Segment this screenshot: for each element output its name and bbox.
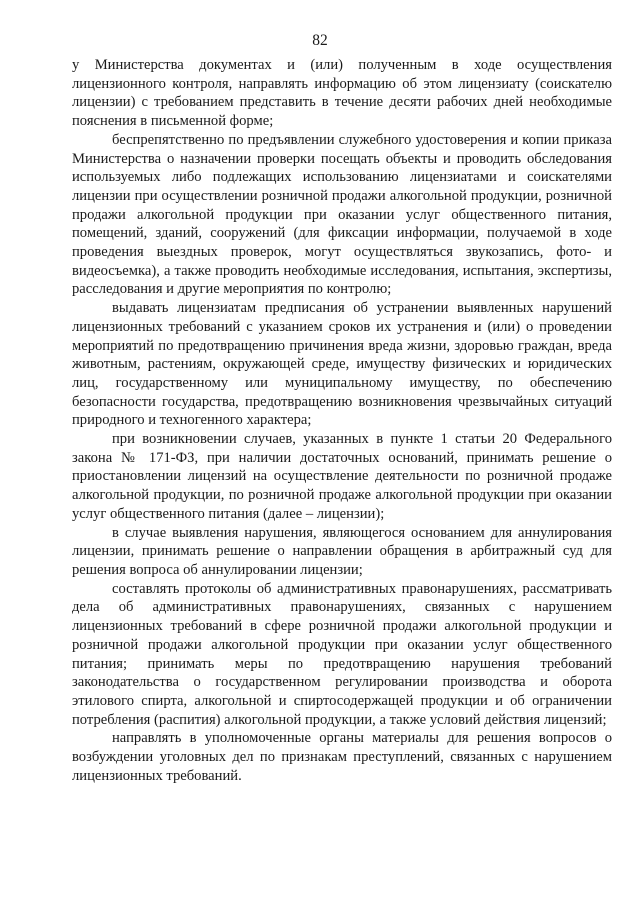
page-number: 82: [312, 32, 328, 49]
document-body: [72, 56, 612, 785]
paragraph-issue-orders: выдавать лицензиатам предписания об устранении выявленных нарушений лицензионных требований с указанием сроков их устранения и (или) о проведении мероприятий по предотвращению причинения вреда жизни, здоровью граждан, вреда животным, растениям, окружающей среде, имуществу физических и юридических лиц, государственному или муниципальному имуществу, по обеспечению безопасности государства, предотвращению возникновения чрезвычайных ситуаций природного и техногенного характера;: [72, 300, 612, 429]
paragraph-license-annulment: в случае выявления нарушения, являющегося основанием для аннулирования лицензии, принимать решение о направлении обращения в арбитражный суд для решения вопроса об аннулировании лицензии;: [72, 524, 612, 578]
paragraph-inspection-access: беспрепятственно по предъявлении служебного удостоверения и копии приказа Министерства о назначении проверки посещать объекты и проводить обследования используемых либо подлежащих использованию лицензиатами и соискателями лицензии при осуществлении розничной продажи алкогольной продукции, розничной продажи алкогольной продукции при оказании услуг общественного питания, помещений, зданий, сооружений (для фиксации информации, получаемой в ходе проведения выездных проверок, могут осуществляться звукозапись, фото- и видеосъемка), а также проводить необходимые исследования, испытания, экспертизы, расследования и другие мероприятия по контролю;: [72, 131, 612, 298]
paragraph-administrative-protocols: составлять протоколы об административных правонарушениях, рассматривать дела об административных правонарушениях, связанных с нарушением лицензионных требований в сфере розничной продажи алкогольной продукции и розничной продажи алкогольной продукции при оказании услуг общественного питания; принимать меры по предотвращению нарушения требований законодательства о государственном регулировании производства и оборота этилового спирта, алкогольной и спиртосодержащей продукции и об ограничении потребления (распития) алкогольной продукции, а также условий действия лицензий;: [72, 580, 612, 728]
paragraph-continuation: у Министерства документах и (или) полученным в ходе осуществления лицензионного контроля, направлять информацию об этом лицензиату (соискателю лицензии) с требованием представить в течение десяти рабочих дней необходимые пояснения в письменной форме;: [72, 57, 612, 130]
paragraph-criminal-referral: направлять в уполномоченные органы материалы для решения вопросов о возбуждении уголовных дел по признакам преступлений, связанных с нарушением лицензионных требований.: [72, 730, 612, 784]
paragraph-license-suspension: при возникновении случаев, указанных в пункте 1 статьи 20 Федерального закона № 171-ФЗ, при наличии достаточных оснований, принимать решение о приостановлении лицензий на осуществление деятельности по розничной продаже алкогольной продукции, по розничной продаже алкогольной продукции при оказании услуг общественного питания (далее – лицензии);: [72, 431, 612, 522]
